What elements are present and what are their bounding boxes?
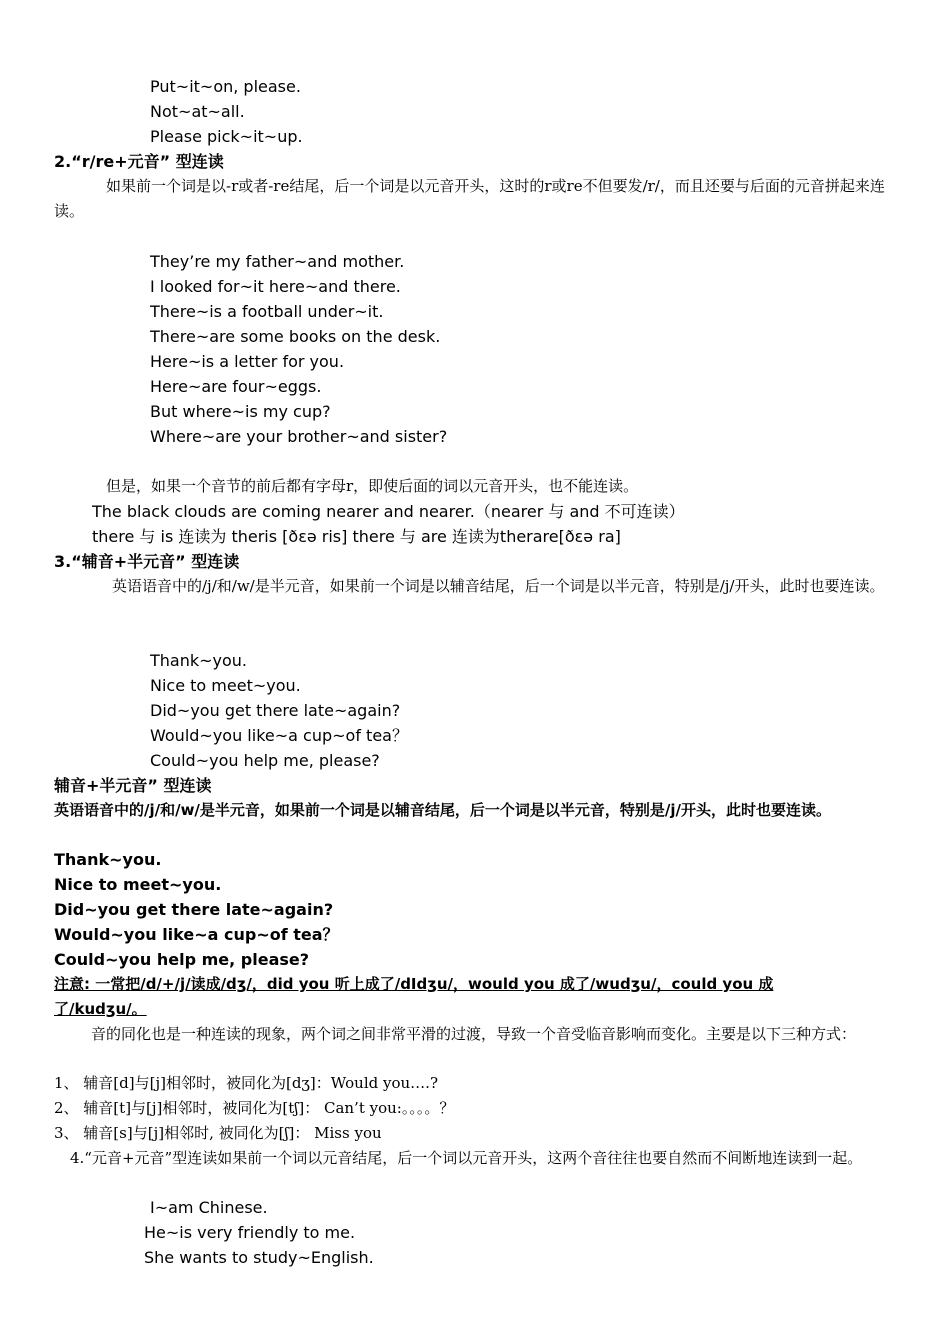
assimilation-intro <box>54 1022 896 1047</box>
section-intro-text: 4.“元音+元音”型连读如果前一个词以元音结尾，后一个词以元音开头，这两个音往往也要自然而不间断地连读到一起。 <box>70 1149 863 1167</box>
bold-example: Did~you get there late~again? <box>54 900 334 919</box>
example-line: Did~you get there late~again? <box>150 701 401 720</box>
note-example: there 与 is 连读为 theris [ðεə ris] there 与 are 连读为therare[ðεə ra] <box>92 527 621 546</box>
bold-note: 了/kudʒu/。 <box>54 1000 147 1018</box>
example-line: I looked for~it here~and there. <box>150 277 401 296</box>
bold-note: 注意: 一常把/d/+/j/读成/dʒ/，did you 听上成了/dIdʒu/，would you 成了/wudʒu/，could you 成 <box>54 975 774 993</box>
example-line: Thank~you. <box>150 651 248 670</box>
example-line: Could~you help me, please? <box>150 751 380 770</box>
example-line: Nice to meet~you. <box>150 676 301 695</box>
example-line: There~are some books on the desk. <box>150 327 441 346</box>
example-line: Here~is a letter for you. <box>150 352 345 371</box>
bold-intro: 英语语音中的/j/和/w/是半元音，如果前一个词是以辅音结尾，后一个词是以半元音，特别是/j/开头，此时也要连读。 <box>54 801 832 819</box>
example-line: But where~is my cup? <box>150 402 331 421</box>
example-line: Where~are your brother~and sister? <box>150 427 448 446</box>
example-line: Would~you like~a cup~of tea？ <box>150 726 408 745</box>
example-line: Here~are four~eggs. <box>150 377 322 396</box>
section-intro-text: 如果前一个词是以-r或者-re结尾，后一个词是以元音开头，这时的r或re不但要发/r/，而且还要与后面的元音拼起来连读。 <box>54 177 885 220</box>
section-intro <box>54 574 896 599</box>
section-intro-text: 英语语音中的/j/和/w/是半元音，如果前一个词是以辅音结尾，后一个词是以半元音，特别是/j/开头，此时也要连读。 <box>112 577 885 595</box>
example-line: She wants to study~English. <box>144 1248 374 1267</box>
section-heading: 2.“r/re+元音” 型连读 <box>54 152 224 171</box>
section-intro <box>54 174 896 224</box>
example-line: Put~it~on, please. <box>150 77 301 96</box>
bold-example: Could~you help me, please? <box>54 950 310 969</box>
example-line: I~am Chinese. <box>150 1198 268 1217</box>
section-heading: 3.“辅音+半元音” 型连读 <box>54 552 240 571</box>
example-line: Not~at~all. <box>150 102 245 121</box>
bold-example: Thank~you. <box>54 850 162 869</box>
example-line: There~is a football under~it. <box>150 302 384 321</box>
note-example: The black clouds are coming nearer and nearer.（nearer 与 and 不可连读） <box>92 502 685 521</box>
assimilation-intro-text: 音的同化也是一种连读的现象，两个词之间非常平滑的过渡，导致一个音受临音影响而变化。主要是以下三种方式： <box>91 1025 857 1043</box>
assimilation-item: 1、 辅音[d]与[j]相邻时，被同化为[dʒ]：Would you….? <box>54 1074 438 1092</box>
section-intro <box>54 1146 896 1171</box>
assimilation-item: 2、 辅音[t]与[j]相邻时，被同化为[tʃ]： Can’t you:。。。。？ <box>54 1099 455 1117</box>
assimilation-item: 3、 辅音[s]与[j]相邻时, 被同化为[ʃ]： Miss you <box>54 1124 382 1142</box>
note-text: 但是，如果一个音节的前后都有字母r，即使后面的词以元音开头，也不能连读。 <box>106 477 639 495</box>
example-line: He~is very friendly to me. <box>144 1223 356 1242</box>
bold-example: Nice to meet~you. <box>54 875 222 894</box>
bold-example: Would~you like~a cup~of tea？ <box>54 925 339 944</box>
example-line: They’re my father~and mother. <box>150 252 405 271</box>
bold-heading: 辅音+半元音” 型连读 <box>54 776 212 795</box>
example-line: Please pick~it~up. <box>150 127 303 146</box>
